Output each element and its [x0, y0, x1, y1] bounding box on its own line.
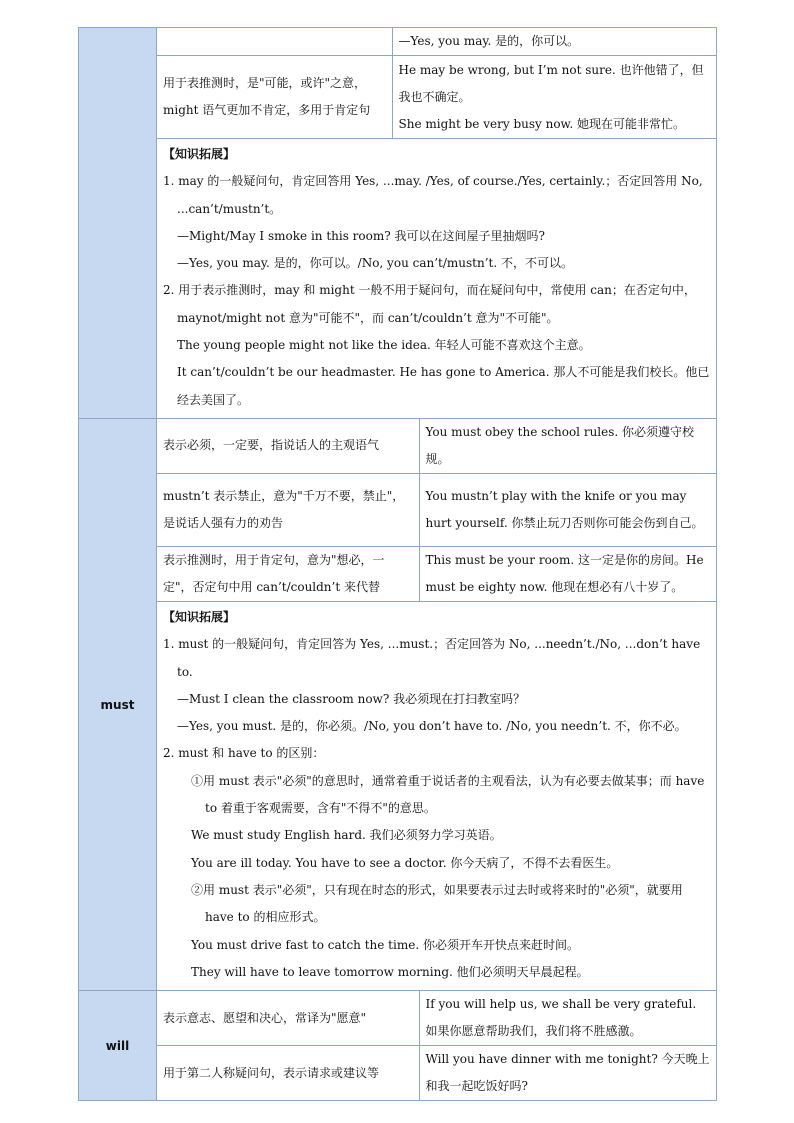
usage-cell: mustn’t 表示禁止，意为"千万不要，禁止"，是说话人强有力的劝告 [157, 473, 419, 546]
ext-line: ①用 must 表示"必须"的意思时，通常着重于说话者的主观看法，认为有必要去做某事；而 have to 着重于客观需要，含有"不得不"的意思。 [191, 773, 705, 816]
usage-cell: 表示意志、愿望和决心，常译为"愿意" [157, 991, 419, 1046]
may-rows-table [157, 28, 717, 138]
table-row [157, 1046, 717, 1101]
may-word-cell [79, 28, 157, 419]
example-cell [392, 28, 717, 56]
table-row [157, 473, 717, 546]
usage-cell: 表示必须，一定要，指说话人的主观语气 [157, 419, 419, 474]
ext-line: 1. must 的一般疑问句，肯定回答为 Yes, ...must.；否定回答为 No, ...needn’t./No, ...don’t have to. [163, 637, 701, 679]
will-section [79, 991, 717, 1101]
example-cell: You must obey the school rules. 你必须遵守校规。 [425, 424, 695, 466]
ext-line: —Might/May I smoke in this room? 我可以在这间屋子里抽烟吗? [177, 228, 545, 243]
table-row [157, 991, 717, 1046]
must-ext-row [79, 601, 717, 990]
ext-line: We must study English hard. 我们必须努力学习英语。 [191, 828, 502, 843]
may-ext-row [79, 139, 717, 419]
example-cell [392, 56, 717, 139]
example-cell: This must be your room. 这一定是你的房间。He must be eighty now. 他现在想必有八十岁了。 [419, 546, 717, 601]
must-rows-table [157, 419, 717, 601]
table-row [157, 546, 717, 601]
table-row [157, 56, 717, 139]
ext-line: You must drive fast to catch the time. 你必须开车开快点来赶时间。 [191, 937, 579, 952]
ext-heading: 【知识拓展】 [163, 609, 236, 624]
ext-heading: 【知识拓展】 [163, 147, 236, 161]
will-word-cell: will [79, 991, 157, 1101]
table-row [157, 419, 717, 474]
must-rows-cell [157, 418, 717, 601]
ext-line: —Must I clean the classroom now? 我必须现在打扫教室吗？ [177, 691, 526, 706]
ext-line: The young people might not like the idea. 年轻人可能不喜欢这个主意。 [177, 338, 591, 353]
usage-cell: 用于第二人称疑问句，表示请求或建议等 [157, 1046, 419, 1101]
ext-line: They will have to leave tomorrow morning. 他们必须明天早晨起程。 [191, 964, 589, 979]
will-rows-table [157, 991, 717, 1100]
knowledge-extension [157, 601, 717, 990]
knowledge-extension [157, 139, 717, 419]
table-row [157, 28, 717, 56]
may-rows-cell [157, 28, 717, 139]
example-cell: You mustn’t play with the knife or you may hurt yourself. 你禁止玩刀否则你可能会伤到自己。 [419, 473, 717, 546]
example-text: —Yes, you may. 是的，你可以。 [398, 34, 580, 48]
ext-line: ②用 must 表示"必须"，只有现在时态的形式，如果要表示过去时或将来时的"必须"，就要用 have to 的相应形式。 [191, 882, 683, 925]
will-rows-cell [157, 991, 717, 1101]
usage-cell: 用于表推测时，是"可能，或许"之意，might 语气更加不肯定，多用于肯定句 [157, 56, 392, 139]
example-text: She might be very busy now. 她现在可能非常忙。 [398, 116, 686, 131]
must-word-cell: must [79, 418, 157, 990]
usage-cell: 表示推测时，用于肯定句，意为"想必，一定"，否定句中用 can’t/couldn’t 来代替 [157, 546, 419, 601]
may-section [79, 28, 717, 139]
ext-line: It can’t/couldn’t be our headmaster. He has gone to America. 那人不可能是我们校长。他已经去美国了。 [177, 365, 710, 407]
ext-line: 2. 用于表示推测时，may 和 might 一般不用于疑问句，而在疑问句中，常使用 can；在否定句中，maynot/might not 意为"可能不"，而 can’t/couldn’t 意为"不可能"。 [163, 283, 696, 325]
ext-line: —Yes, you may. 是的，你可以。/No, you can’t/mustn’t. 不，不可以。 [177, 256, 573, 271]
example-cell: If you will help us, we shall be very grateful. 如果你愿意帮助我们，我们将不胜感激。 [425, 997, 697, 1039]
ext-line: 1. may 的一般疑问句，肯定回答用 Yes, ...may. /Yes, of course./Yes, certainly.；否定回答用 No, ...can’t/mustn’t。 [163, 174, 703, 216]
usage-cell [157, 28, 392, 56]
example-text: He may be wrong, but I’m not sure. 也许他错了，但我也不确定。 [398, 62, 704, 104]
example-cell: Will you have dinner with me tonight? 今天晚上和我一起吃饭好吗? [419, 1046, 717, 1101]
ext-line: You are ill today. You have to see a doctor. 你今天病了，不得不去看医生。 [191, 855, 619, 870]
must-section [79, 418, 717, 601]
ext-line: —Yes, you must. 是的，你必须。/No, you don’t have to. /No, you needn’t. 不，你不必。 [177, 719, 687, 734]
ext-line: 2. must 和 have to 的区别： [163, 746, 325, 761]
grammar-table [78, 27, 717, 1101]
